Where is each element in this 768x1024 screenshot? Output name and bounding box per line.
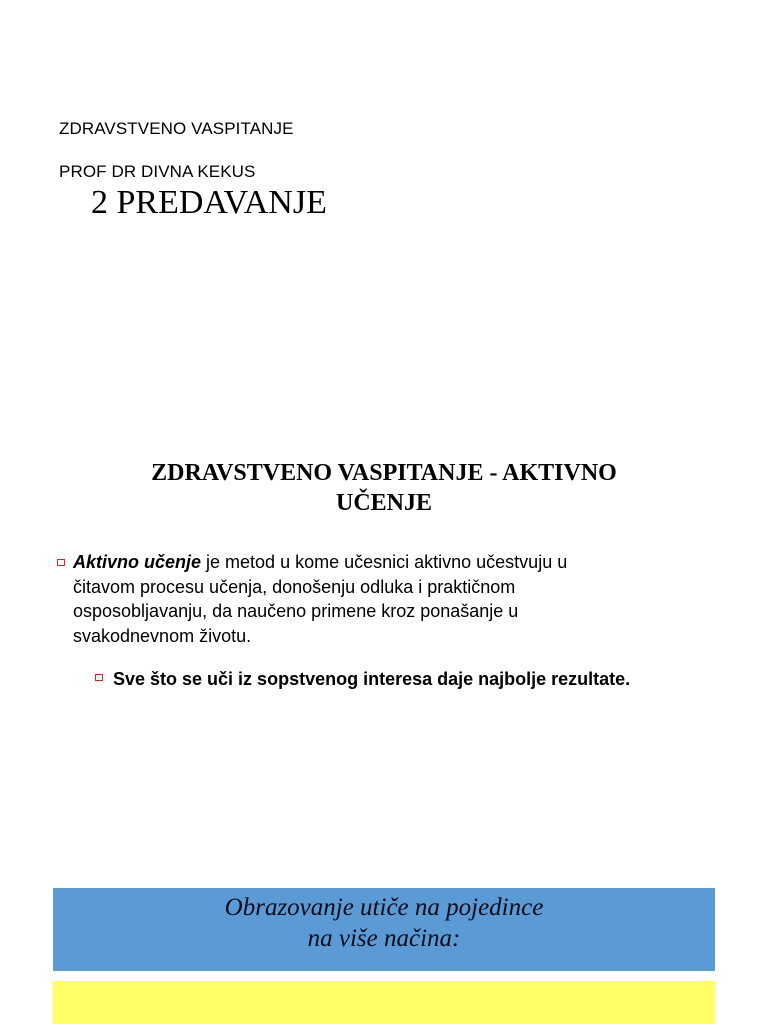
section-title [90, 458, 678, 518]
bullet-square-icon [95, 674, 103, 681]
slide-lecture-number: 2 PREDAVANJE [91, 184, 327, 221]
bullet-line4: svakodnevnom životu. [73, 625, 252, 646]
band-caption-line1: Obrazovanje utiče na pojedince [224, 894, 544, 921]
bullet-self-interest-text: Sve što se uči iz sopstvenog interesa daje najbolje rezultate. [113, 669, 631, 689]
band-caption-line2: na više načina: [307, 925, 461, 952]
section-title-line1: ZDRAVSTVENO VASPITANJE - AKTIVNO [151, 460, 617, 486]
blue-caption-band [53, 888, 715, 971]
yellow-band [53, 981, 715, 1024]
bullet-term: Aktivno učenje [73, 552, 202, 572]
bullet-line3: osposobljavanju, da naučeno primene kroz ponašanje u [73, 601, 519, 621]
bullet-line1: je metod u kome učesnici aktivno učestvuju u [201, 552, 568, 572]
slide-professor: PROF DR DIVNA KEKUS [59, 162, 256, 181]
band-caption [53, 892, 715, 954]
bullet-line2: čitavom procesu učenja, donošenju odluka i praktičnom [73, 576, 516, 597]
bullet-square-icon [57, 559, 65, 566]
bullet-active-learning [57, 550, 677, 648]
bullet-self-interest [95, 667, 735, 691]
bullet-active-learning-text [73, 550, 677, 648]
section-title-line2: UČENJE [335, 490, 432, 516]
slide-course-title: ZDRAVSTVENO VASPITANJE [59, 119, 294, 138]
